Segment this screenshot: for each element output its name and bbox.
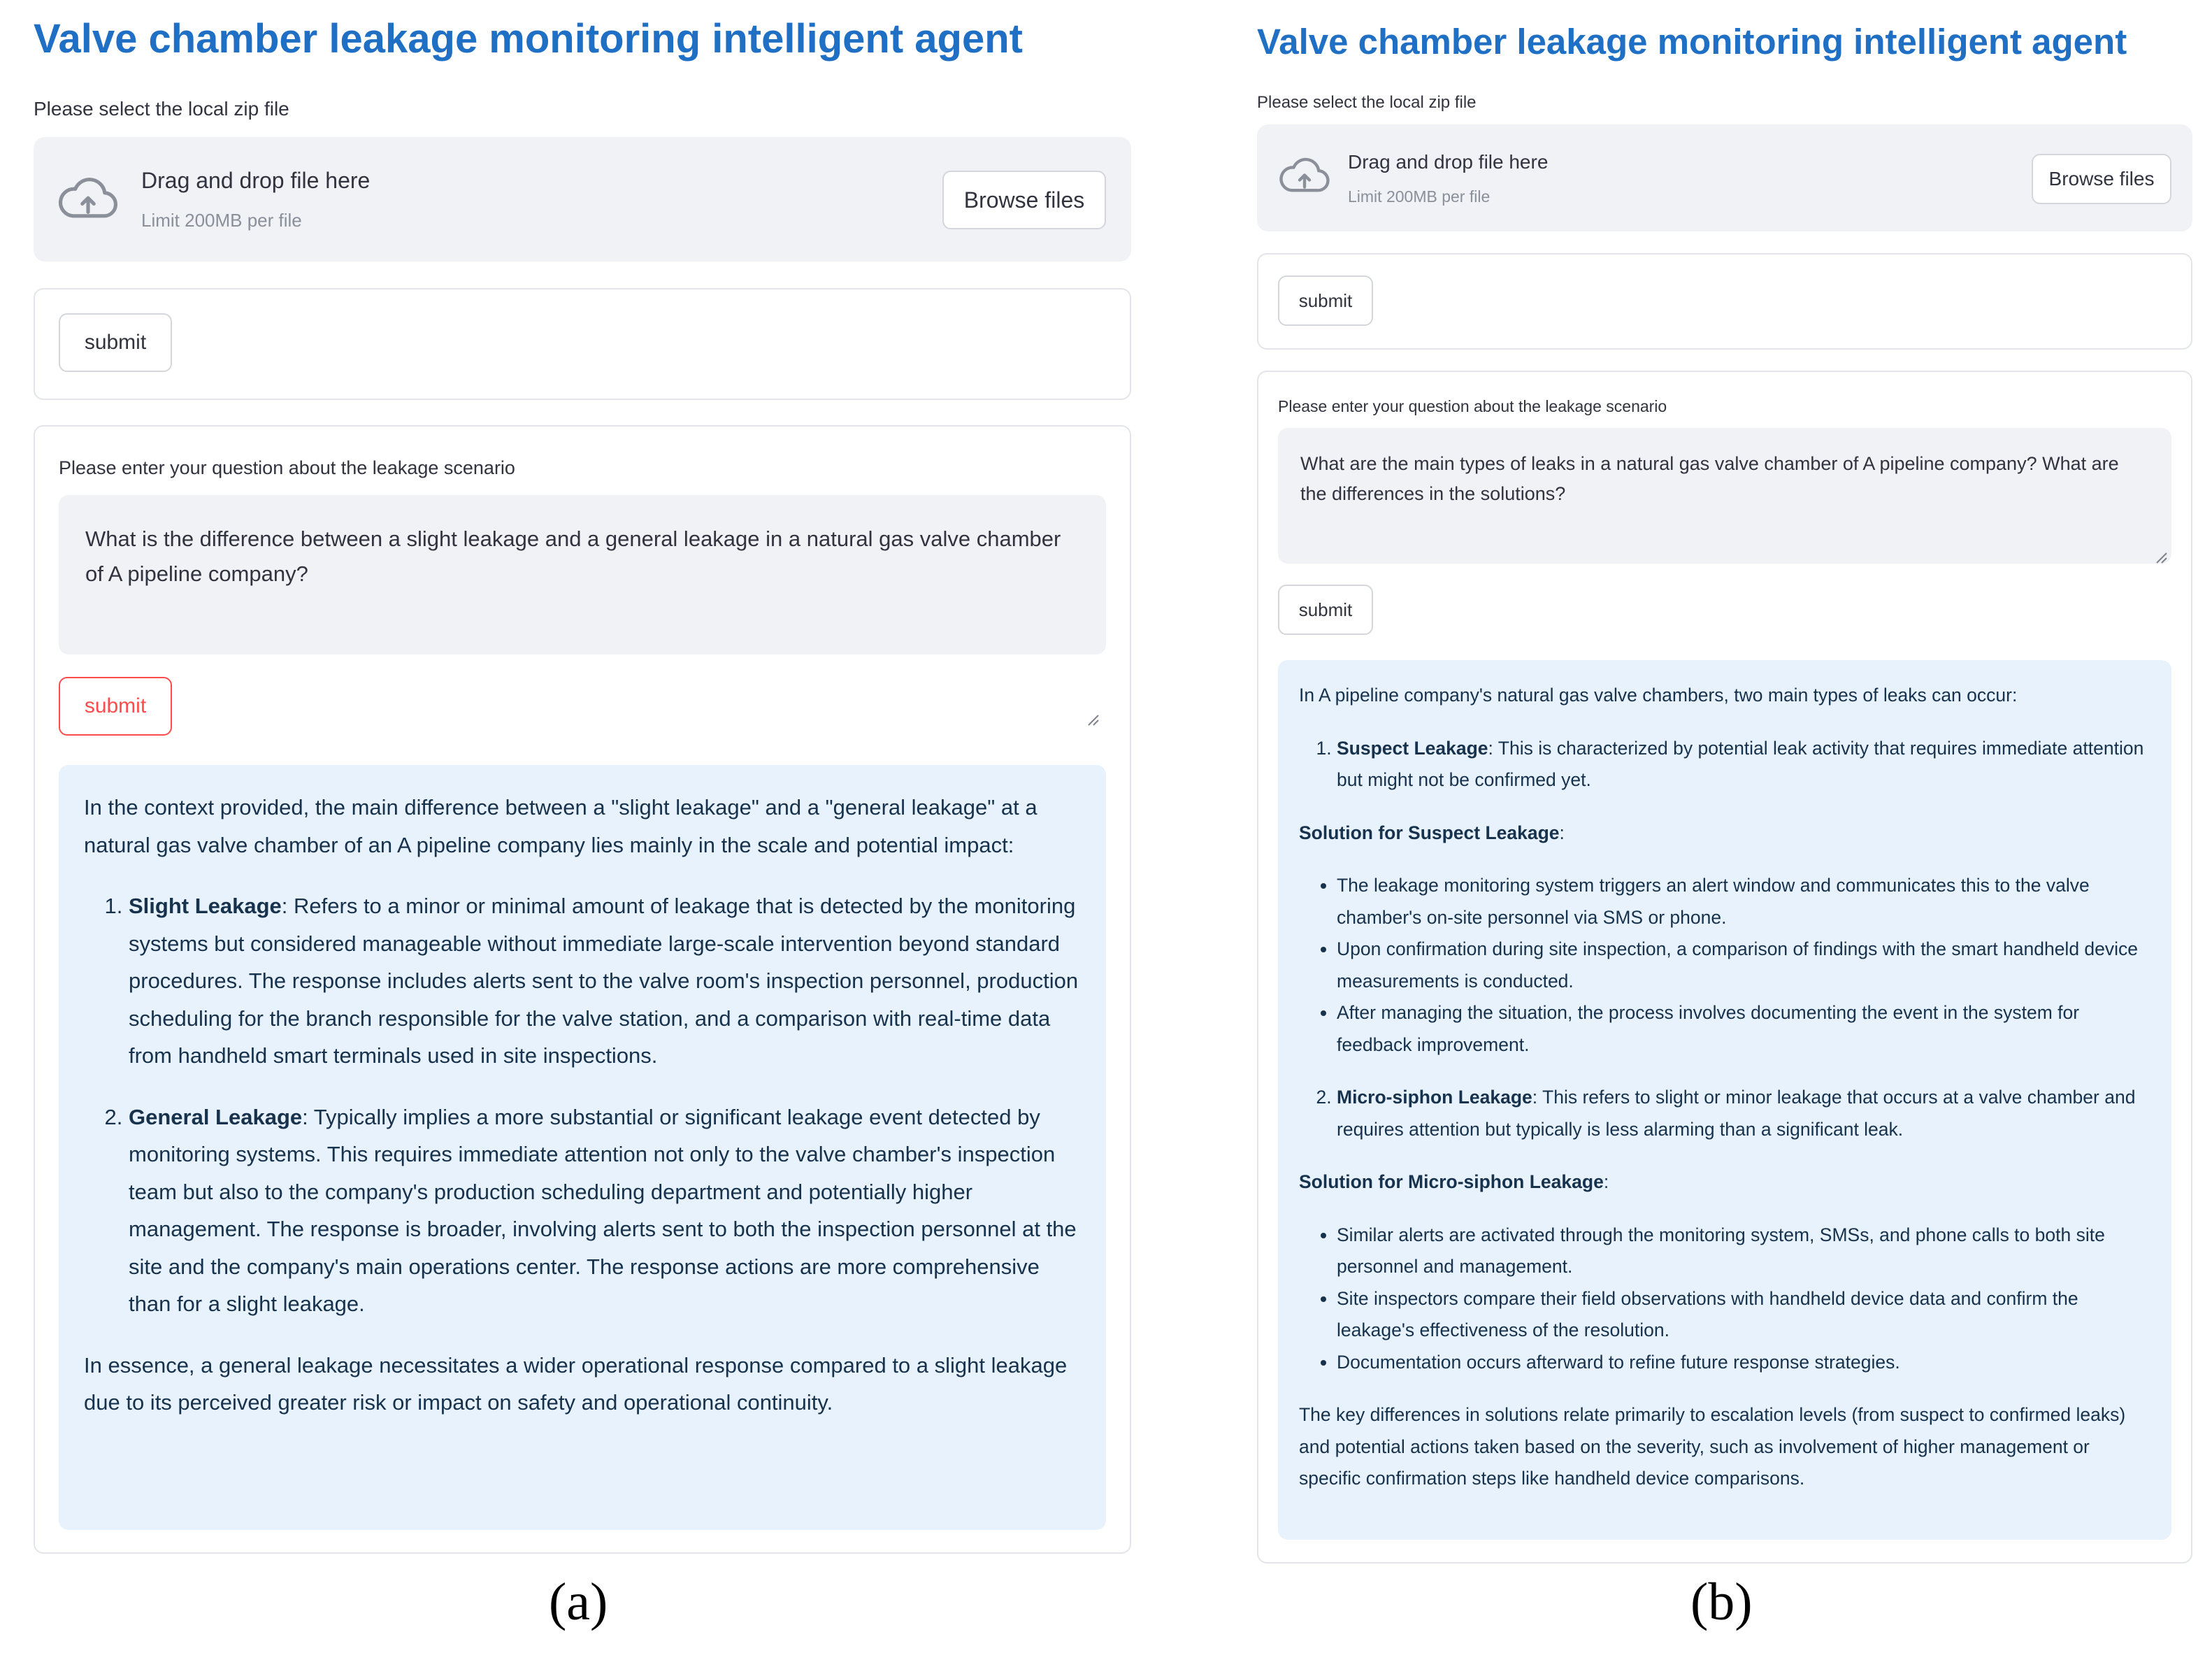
list-item: • The leakage monitoring system triggers an alert window and communicates this to the valve chamber's on-site personnel via SMS or phone. (1337, 870, 2150, 933)
term-micro-siphon-leakage: Micro-siphon Leakage (1337, 1087, 1532, 1108)
list-item: • Similar alerts are activated through the monitoring system, SMSs, and phone calls to both site personnel and management. (1337, 1219, 2150, 1283)
question-submit-button[interactable]: submit (59, 677, 172, 736)
cloud-upload-icon (57, 176, 119, 222)
list-item (129, 1099, 1081, 1323)
answer-panel (1278, 660, 2171, 1540)
solution-heading (1299, 817, 2150, 850)
answer-intro: In the context provided, the main difference between a "slight leakage" and a "general leakage" at a natural gas valve chamber of an A pipeline company lies mainly in the scale and potential impact: (84, 795, 1037, 857)
figure-caption-b: (b) (1690, 1573, 1753, 1631)
term-slight-leakage: Slight Leakage (129, 894, 282, 918)
dropzone-instructions: Drag and drop file here (141, 168, 371, 193)
solution-heading-colon: : (1559, 822, 1565, 843)
dropzone-limit: Limit 200MB per file (141, 210, 302, 231)
resize-handle-icon[interactable] (2153, 550, 2167, 564)
answer-intro: In A pipeline company's natural gas valve chambers, two main types of leaks can occur: (1299, 685, 2018, 706)
answer-conclusion: The key differences in solutions relate primarily to escalation levels (from suspect to confirmed leaks) and potential actions taken based on the severity, such as involvement of higher management or specific confirmation steps like handheld device comparisons. (1299, 1404, 2126, 1489)
solution-bullets (1299, 870, 2150, 1061)
file-dropzone[interactable] (1257, 124, 2192, 231)
solution-heading (1299, 1166, 2150, 1199)
answer-list (84, 887, 1081, 1323)
browse-files-button[interactable]: Browse files (942, 171, 1106, 229)
term-description: : Refers to a minor or minimal amount of leakage that is detected by the monitoring systems but considered manageable without immediate large-scale intervention beyond standard procedures. The response includes alerts sent to the valve room's inspection personnel, production scheduling for the branch responsible for the valve station, and a comparison with real-time data from handheld smart terminals used in site inspections. (129, 894, 1079, 1068)
upload-submit-button[interactable]: submit (1278, 276, 1373, 326)
cloud-upload-icon (1278, 157, 1331, 196)
solution-bullets (1299, 1219, 2150, 1379)
term-description: : This refers to slight or minor leakage that occurs at a valve chamber and requires attention but typically is less alarming than a significant leak. (1337, 1087, 2136, 1140)
answer-panel (59, 765, 1106, 1530)
list-item (1337, 733, 2150, 796)
question-label: Please enter your question about the leakage scenario (59, 457, 515, 478)
file-dropzone[interactable] (34, 137, 1131, 262)
solution-heading-text: Solution for Suspect Leakage (1299, 822, 1560, 843)
upload-label: Please select the local zip file (34, 98, 289, 120)
question-form (34, 425, 1131, 1554)
list-item: • Upon confirmation during site inspection, a comparison of findings with the smart handheld device measurements is conducted. (1337, 933, 2150, 997)
app-title: Valve chamber leakage monitoring intelligent agent (1257, 22, 2127, 62)
term-suspect-leakage: Suspect Leakage (1337, 737, 1488, 759)
term-general-leakage: General Leakage (129, 1104, 303, 1129)
question-textarea[interactable]: What are the main types of leaks in a natural gas valve chamber of A pipeline company? What are the differences in the solutions? (1278, 428, 2171, 564)
browse-files-button[interactable]: Browse files (2032, 154, 2171, 204)
list-item: • Site inspectors compare their field observations with handheld device data and confirm the leakage's effectiveness of the resolution. (1337, 1283, 2150, 1347)
dropzone-limit: Limit 200MB per file (1348, 187, 1491, 206)
term-description: : Typically implies a more substantial or significant leakage event detected by monitoring systems. This requires immediate attention not only to the valve chamber's inspection team but also to the company's production scheduling department and potentially higher management. The response is broader, involving alerts sent to both the inspection personnel at the site and the company's main operations center. The response actions are more comprehensive than for a slight leakage. (129, 1104, 1077, 1316)
answer-conclusion: In essence, a general leakage necessitates a wider operational response compared to a slight leakage due to its perceived greater risk or impact on safety and operational continuity. (84, 1352, 1068, 1415)
upload-submit-form (34, 288, 1131, 400)
question-form (1257, 371, 2192, 1564)
solution-heading-colon: : (1603, 1171, 1609, 1192)
list-item (1337, 1082, 2150, 1145)
term-description: : This is characterized by potential leak activity that requires immediate attention but might not be confirmed yet. (1337, 737, 2144, 790)
resize-handle-icon[interactable] (1085, 712, 1099, 726)
upload-submit-button[interactable]: submit (59, 313, 172, 372)
answer-list (1299, 1082, 2150, 1145)
list-item (129, 887, 1081, 1075)
list-item: • After managing the situation, the process involves documenting the event in the system for feedback improvement. (1337, 997, 2150, 1061)
solution-heading-text: Solution for Micro-siphon Leakage (1299, 1171, 1604, 1192)
question-submit-button[interactable]: submit (1278, 585, 1373, 635)
answer-list (1299, 733, 2150, 796)
upload-submit-form (1257, 253, 2192, 350)
upload-label: Please select the local zip file (1257, 93, 1477, 112)
question-textarea[interactable]: What is the difference between a slight leakage and a general leakage in a natural gas valve chamber of A pipeline company? (59, 495, 1106, 654)
app-title: Valve chamber leakage monitoring intelligent agent (34, 16, 1023, 62)
dropzone-instructions: Drag and drop file here (1348, 151, 1549, 173)
list-item: • Documentation occurs afterward to refine future response strategies. (1337, 1347, 2150, 1379)
question-label: Please enter your question about the leakage scenario (1278, 397, 1667, 415)
figure-caption-a: (a) (549, 1573, 608, 1631)
